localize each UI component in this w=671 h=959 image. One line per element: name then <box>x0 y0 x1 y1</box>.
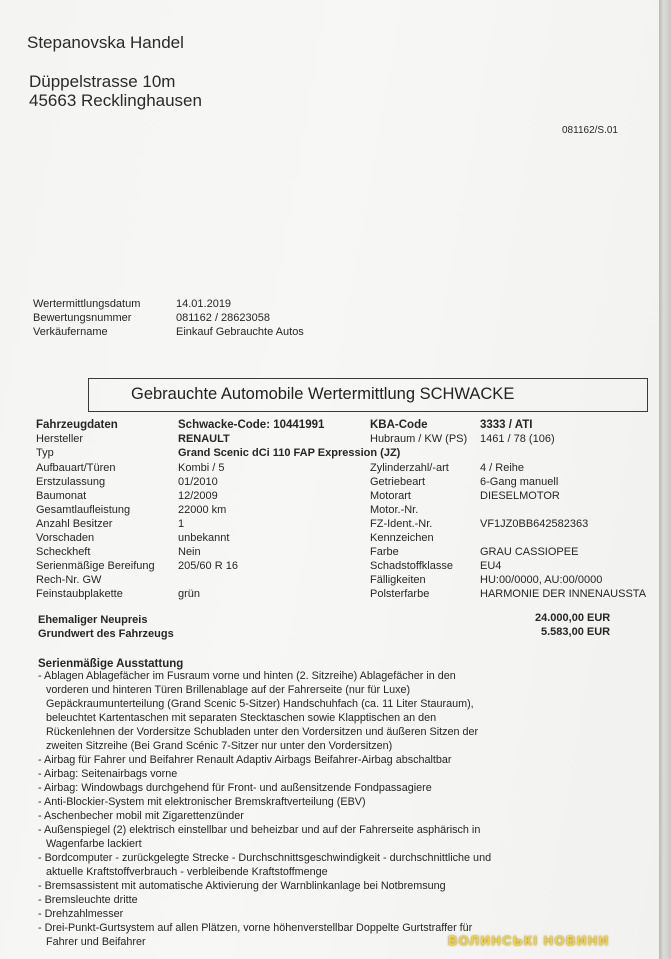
equipment-line: - Bremsassistent mit automatische Aktivierung der Warnblinkanlage bei Notbremsung <box>38 880 446 892</box>
vehicle-field-value: HU:00/0000, AU:00/0000 <box>480 574 603 586</box>
paper-edge <box>659 0 671 959</box>
vehicle-field-label: Aufbauart/Türen <box>36 462 116 474</box>
vehicle-field-label: Schadstoffklasse <box>370 560 453 572</box>
report-title: Gebrauchte Automobile Wertermittlung SCHWACKE <box>131 385 515 403</box>
vehicle-field-value: 6-Gang manuell <box>480 476 559 488</box>
vehicle-field-value: 12/2009 <box>178 490 218 502</box>
vehicle-field-label: FZ-Ident.-Nr. <box>370 518 433 530</box>
price-value: 5.583,00 EUR <box>541 626 611 638</box>
vehicle-field-value: 22000 km <box>178 504 227 516</box>
vehicle-field-label: Hersteller <box>36 433 84 445</box>
vehicle-field-label: Scheckheft <box>36 546 91 558</box>
kba-label: KBA-Code <box>370 419 428 431</box>
equipment-line: Fahrer und Beifahrer <box>46 936 146 948</box>
equipment-line: beleuchtet Kartentaschen mit separaten Stecktaschen sowie Klapptischen an den <box>46 712 437 724</box>
vehicle-field-value: DIESELMOTOR <box>480 490 560 502</box>
vehicle-field-value: RENAULT <box>178 433 230 445</box>
vehicle-field-label: Baumonat <box>36 490 87 502</box>
equipment-line: - Anti-Blockier-System mit elektronischer Bremskraftverteilung (EBV) <box>38 796 366 808</box>
equipment-line: Rückenlehnen der Vordersitze Schubladen unter den Vordersitzen und äußeren Sitzen der <box>46 726 479 738</box>
vehicle-field-label: Rech-Nr. GW <box>36 574 102 586</box>
vehicle-field-label: Typ <box>36 447 54 459</box>
meta-value: Einkauf Gebrauchte Autos <box>176 326 304 338</box>
vehicle-field-label: Farbe <box>370 546 399 558</box>
meta-label: Wertermittlungsdatum <box>33 298 141 310</box>
vehicle-field-label: Feinstaubplakette <box>36 588 123 600</box>
vehicle-field-value: 1 <box>178 518 185 530</box>
meta-value: 14.01.2019 <box>176 298 232 310</box>
vehicle-field-label: Erstzulassung <box>36 476 106 488</box>
meta-label: Verkäufername <box>33 326 108 338</box>
vehicle-field-value: HARMONIE DER INNENAUSSTA <box>480 588 647 600</box>
vehicle-field-value: Grand Scenic dCi 110 FAP Expression (JZ) <box>178 447 401 459</box>
equipment-line: zweiten Sitzreihe (Bei Grand Scénic 7-Sitzer nur unter den Vordersitzen) <box>46 740 393 752</box>
vehicle-field-label: Serienmäßige Bereifung <box>36 560 155 572</box>
equipment-line: - Airbag: Windowbags durchgehend für Front- und außensitzende Fondpassagiere <box>38 782 432 794</box>
vehicle-field-value: Kombi / 5 <box>178 462 225 474</box>
vehicle-field-value: 01/2010 <box>178 476 218 488</box>
equipment-line: Wagenfarbe lackiert <box>46 838 142 850</box>
meta-value: 081162 / 28623058 <box>176 312 270 324</box>
vehicle-field-label: Motorart <box>370 490 411 502</box>
vehicle-field-label: Anzahl Besitzer <box>36 518 113 530</box>
equipment-title: Serienmäßige Ausstattung <box>38 658 184 670</box>
price-label: Grundwert des Fahrzeugs <box>38 628 174 640</box>
equipment-line: aktuelle Kraftstoffverbrauch - verbleibende Kraftstoffmenge <box>46 866 328 878</box>
vehicle-field-label: Polsterfarbe <box>370 588 430 600</box>
vehicle-field-value: grün <box>178 588 201 600</box>
report-title-box <box>88 378 648 412</box>
vehicle-field-value: GRAU CASSIOPEE <box>480 546 579 558</box>
equipment-line: - Airbag: Seitenairbags vorne <box>38 768 178 780</box>
vehicle-field-value: Nein <box>178 546 201 558</box>
equipment-line: - Aschenbecher mobil mit Zigarettenzünder <box>38 810 244 822</box>
document-number: 081162/S.01 <box>562 125 618 136</box>
vehicle-field-value: 205/60 R 16 <box>178 560 238 572</box>
equipment-line: - Bremsleuchte dritte <box>38 894 138 906</box>
vehicle-field-value: unbekannt <box>178 532 230 544</box>
meta-label: Bewertungsnummer <box>33 312 132 324</box>
equipment-line: vorderen und hinteren Türen Brillenablage auf der Fahrerseite (nur für Luxe) <box>46 684 411 696</box>
sender-name: Stepanovska Handel <box>27 33 184 52</box>
vehicle-data-header: Fahrzeugdaten <box>36 419 118 431</box>
equipment-line: - Drei-Punkt-Gurtsystem auf allen Plätzen, vorne höhenverstellbar Doppelte Gurtstraffer für <box>38 922 473 934</box>
vehicle-field-label: Zylinderzahl/-art <box>370 462 449 474</box>
kba-value: 3333 / ATI <box>480 419 533 431</box>
schwacke-code: Schwacke-Code: 10441991 <box>178 419 325 431</box>
vehicle-field-value: EU4 <box>480 560 502 572</box>
sender-city: 45663 Recklinghausen <box>29 91 202 110</box>
vehicle-field-label: Vorschaden <box>36 532 95 544</box>
sender-street: Düppelstrasse 10m <box>29 72 176 91</box>
equipment-line: - Bordcomputer - zurückgelegte Strecke - Durchschnittsgeschwindigkeit - durchschnittliche und <box>38 852 492 864</box>
price-value: 24.000,00 EUR <box>535 612 611 624</box>
vehicle-field-label: Fälligkeiten <box>370 574 426 586</box>
vehicle-field-label: Getriebeart <box>370 476 426 488</box>
vehicle-field-label: Kennzeichen <box>370 532 434 544</box>
vehicle-field-label: Motor.-Nr. <box>370 504 419 516</box>
equipment-line: - Drehzahlmesser <box>38 908 124 920</box>
publisher-watermark: ВОЛИНСЬКІ НОВИНИ <box>448 933 610 948</box>
vehicle-field-value: VF1JZ0BB642582363 <box>480 518 589 530</box>
equipment-line: - Ablagen Ablagefächer im Fusraum vorne und hinten (2. Sitzreihe) Ablagefächer in den <box>38 670 456 682</box>
vehicle-field-value: 1461 / 78 (106) <box>480 433 555 445</box>
vehicle-field-value: 4 / Reihe <box>480 462 525 474</box>
equipment-line: Gepäckraumunterteilung (Grand Scenic 5-Sitzer) Handschuhfach (ca. 11 Liter Stauraum), <box>46 698 474 710</box>
equipment-line: - Außenspiegel (2) elektrisch einstellbar und beheizbar und auf der Fahrerseite asphärisch in <box>38 824 481 836</box>
price-label: Ehemaliger Neupreis <box>38 614 148 626</box>
equipment-line: - Airbag für Fahrer und Beifahrer Renault Adaptiv Airbags Beifahrer-Airbag abschaltbar <box>38 754 452 766</box>
vehicle-field-label: Hubraum / KW (PS) <box>370 433 468 445</box>
vehicle-field-label: Gesamtlaufleistung <box>36 504 131 516</box>
